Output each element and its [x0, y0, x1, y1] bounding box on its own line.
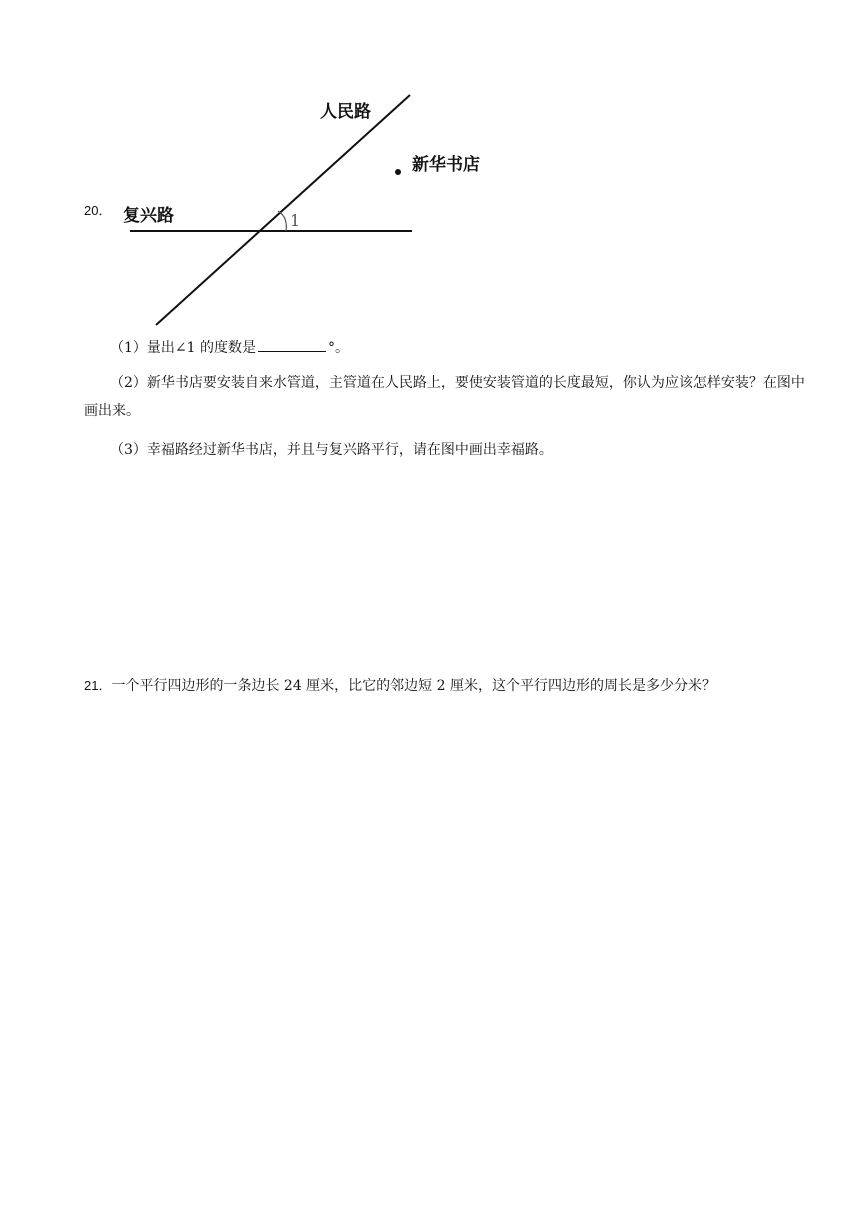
angle-1-label: 1	[290, 211, 301, 230]
question-number: 20．	[84, 203, 112, 218]
road-figure	[110, 85, 510, 335]
sub-question-3: （3）幸福路经过新华书店，并且与复兴路平行，请在图中画出幸福路。	[110, 442, 553, 458]
bookstore-label: 新华书店	[412, 155, 480, 175]
question-text: 一个平行四边形的一条边长 24 厘米，比它的邻边短 2 厘米，这个平行四边形的周长是多少分米？	[111, 678, 716, 694]
sub-question-2: （2）新华书店要安装自来水管道，主管道在人民路上，要使安装管道的长度最短，你认为应该怎样安装？在图中画出来。	[84, 375, 805, 419]
renmin-road-label: 人民路	[320, 102, 371, 122]
question-number: 21．	[84, 678, 112, 693]
renmin-road-line	[156, 95, 410, 325]
fuxing-road-label: 复兴路	[123, 206, 174, 226]
question-21	[84, 672, 716, 700]
answer-blank[interactable]	[258, 337, 326, 352]
degree-suffix: °。	[328, 340, 349, 356]
bookstore-dot	[395, 169, 401, 175]
sub-question-1-text: （1）量出∠1 的度数是	[110, 340, 256, 356]
sub-question-1	[110, 334, 349, 362]
